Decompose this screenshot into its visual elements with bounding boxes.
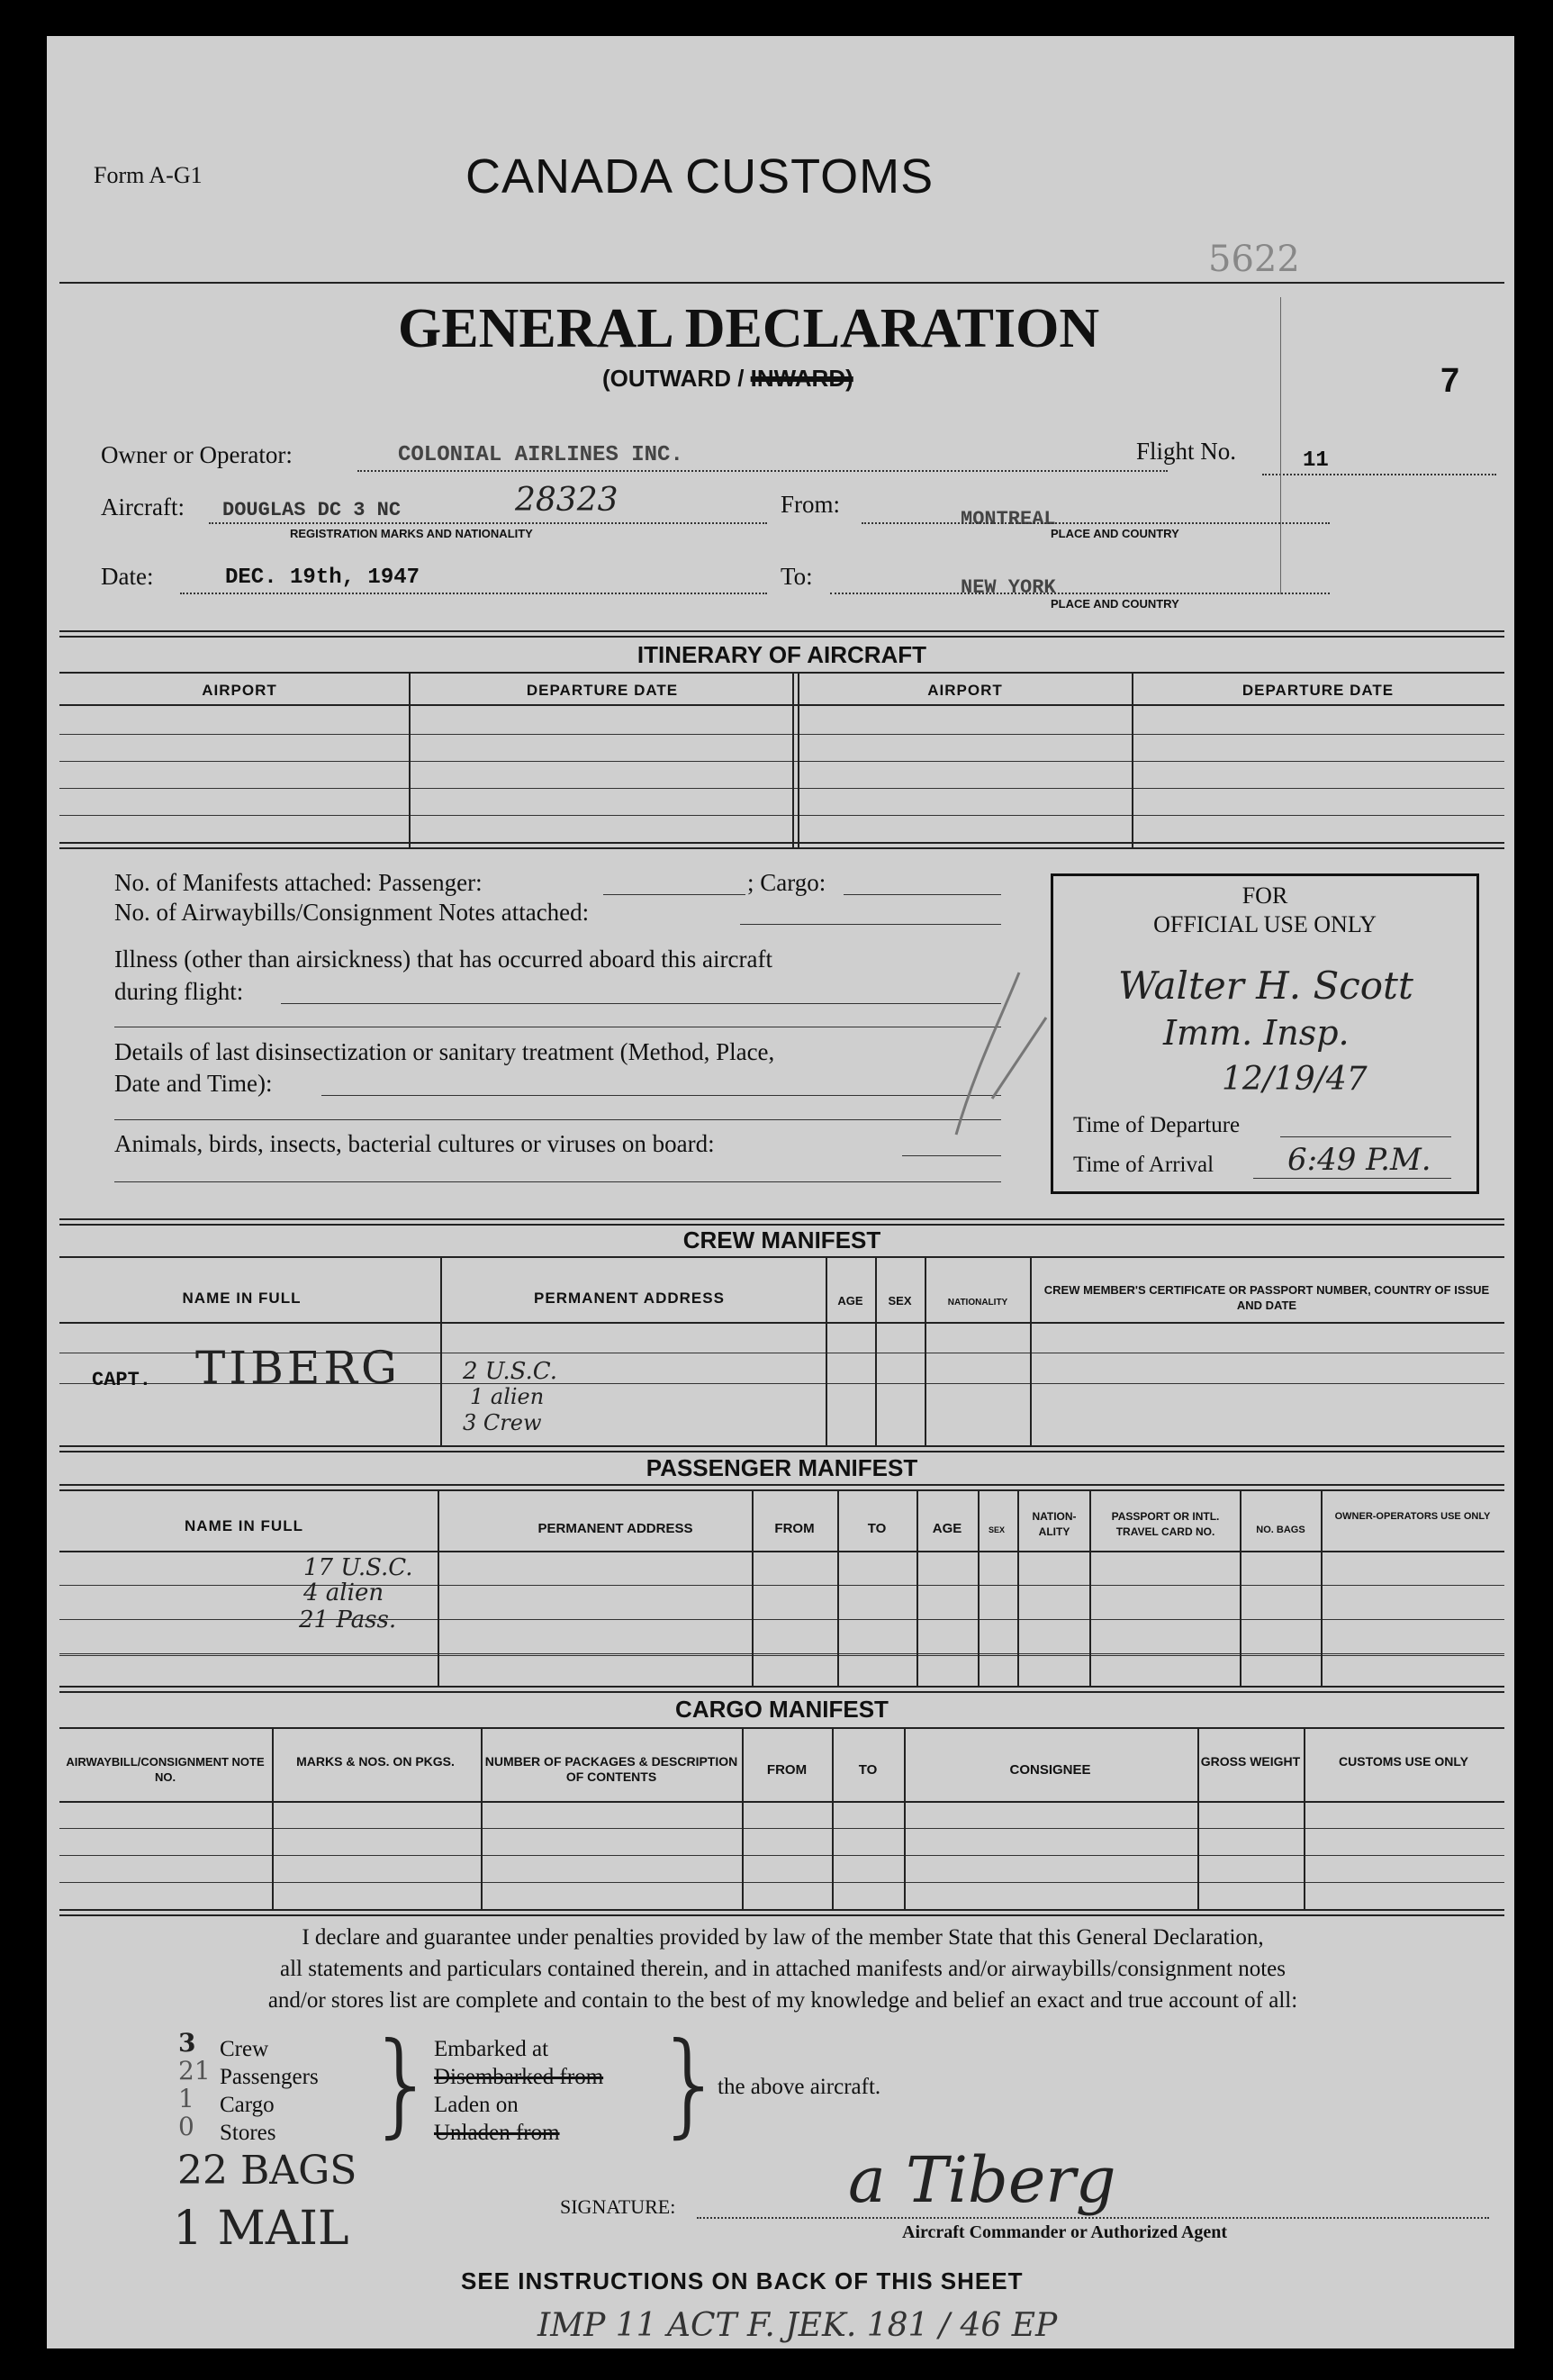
count-crew: 3 [178, 2028, 196, 2058]
date-value: DEC. 19th, 1947 [225, 566, 420, 590]
to-value: NEW YORK [961, 576, 1056, 599]
action-list [434, 2035, 603, 2147]
aircraft-suffix: the above aircraft. [718, 2075, 881, 2099]
officer-name: Walter H. Scott [1118, 964, 1413, 1008]
itinerary-col-departure-2: DEPARTURE DATE [1241, 682, 1395, 699]
brace-right: } [655, 2019, 727, 2149]
animals-label: Animals, birds, insects, bacterial cultures or viruses on board: [114, 1130, 715, 1157]
airwaybills-label: No. of Airwaybills/Consignment Notes attached: [114, 899, 590, 926]
category-counts [178, 2029, 211, 2140]
passenger-manifest-title: PASSENGER MANIFEST [646, 1454, 918, 1481]
disinsect-line-2: Date and Time): [114, 1070, 273, 1097]
from-label: From: [781, 491, 841, 518]
itinerary-title: ITINERARY OF AIRCRAFT [637, 641, 927, 668]
bags-note: 22 BAGS [177, 2148, 357, 2194]
agency-title: CANADA CUSTOMS [465, 149, 935, 204]
illness-line-2: during flight: [114, 978, 244, 1005]
crew-note-2: 1 alien [470, 1384, 545, 1409]
official-use-line-1: FOR [1241, 882, 1288, 909]
footer-note: IMP 11 ACT F. JEK. 181 / 46 EP [537, 2307, 1058, 2344]
date-label: Date: [101, 563, 154, 590]
owner-label: Owner or Operator: [101, 441, 293, 468]
mail-note: 1 MAIL [173, 2202, 349, 2256]
direction-label: (OUTWARD / INWARD) [602, 365, 853, 392]
category-passengers: Passengers [220, 2065, 319, 2089]
pax-col-age: AGE [932, 1521, 962, 1536]
aircraft-value: DOUGLAS DC 3 NC [222, 499, 402, 521]
cargo-col-customs: CUSTOMS USE ONLY [1339, 1754, 1468, 1769]
pax-note-1: 17 U.S.C. [303, 1554, 413, 1581]
owner-value: COLONIAL AIRLINES INC. [398, 443, 683, 467]
captain-prefix: CAPT. [92, 1369, 152, 1391]
registration-caption: REGISTRATION MARKS AND NATIONALITY [290, 527, 533, 540]
crew-col-nationality: NATIONALITY [947, 1298, 1008, 1308]
crew-col-sex: SEX [888, 1294, 912, 1308]
action-unladen: Unladen from [434, 2121, 560, 2145]
brace-left: } [366, 2019, 438, 2149]
disinsect-line-1: Details of last disinsectization or sanitary treatment (Method, Place, [114, 1038, 775, 1065]
pax-col-bags: NO. BAGS [1256, 1525, 1305, 1535]
itinerary-col-departure-1: DEPARTURE DATE [526, 682, 679, 699]
action-laden: Laden on [434, 2093, 519, 2117]
count-passengers: 21 [178, 2056, 211, 2086]
from-caption: PLACE AND COUNTRY [1051, 527, 1179, 540]
crew-col-age: AGE [837, 1294, 863, 1308]
category-cargo: Cargo [220, 2093, 275, 2117]
to-label: To: [781, 563, 813, 590]
category-list [220, 2035, 319, 2147]
action-embarked: Embarked at [434, 2037, 549, 2061]
cargo-col-from: FROM [766, 1762, 808, 1778]
officer-date: 12/19/47 [1222, 1061, 1368, 1098]
from-value: MONTREAL [961, 508, 1056, 530]
declaration-line-3: and/or stores list are complete and contain to the best of my knowledge and belief an exact and true account of all: [267, 1988, 1298, 2013]
pax-col-from: FROM [774, 1521, 815, 1536]
cargo-col-consignee: CONSIGNEE [1009, 1762, 1091, 1778]
cargo-label: ; Cargo: [747, 869, 826, 896]
flight-no-value: 11 [1303, 448, 1329, 473]
corner-number: 7 [1440, 362, 1460, 400]
official-scribble [938, 964, 1055, 1144]
instructions-note: SEE INSTRUCTIONS ON BACK OF THIS SHEET [461, 2267, 1024, 2294]
itinerary-col-airport-2: AIRPORT [927, 682, 1003, 699]
pax-note-3: 21 Pass. [299, 1606, 397, 1633]
signature-value: a Tiberg [848, 2143, 1116, 2217]
crew-col-name: NAME IN FULL [182, 1290, 302, 1307]
pax-col-owner-use: OWNER-OPERATORS USE ONLY [1334, 1511, 1491, 1522]
pax-col-sex: SEX [988, 1525, 1005, 1534]
to-caption: PLACE AND COUNTRY [1051, 597, 1179, 611]
cargo-col-marks: MARKS & NOS. ON PKGS. [296, 1754, 455, 1769]
crew-note-1: 2 U.S.C. [463, 1358, 557, 1385]
form-number: Form A-G1 [94, 162, 203, 188]
declaration-line-2: all statements and particulars contained therein, and in attached manifests and/or airwaybills/consignment notes [279, 1957, 1287, 1981]
pax-note-2: 4 alien [303, 1579, 384, 1606]
cargo-col-to: TO [858, 1762, 878, 1778]
crew-col-address: PERMANENT ADDRESS [534, 1290, 725, 1307]
crew-note-3: 3 Crew [463, 1410, 542, 1435]
officer-title: Imm. Insp. [1163, 1013, 1350, 1053]
count-cargo: 1 [178, 2084, 194, 2113]
arrival-label: Time of Arrival [1073, 1153, 1214, 1177]
category-crew: Crew [220, 2037, 269, 2061]
flight-no-label: Flight No. [1136, 438, 1237, 465]
itinerary-col-airport-1: AIRPORT [202, 682, 277, 699]
signature-label: SIGNATURE: [560, 2195, 676, 2218]
manifests-label: No. of Manifests attached: Passenger: [114, 869, 483, 896]
signature-caption: Aircraft Commander or Authorized Agent [902, 2222, 1228, 2242]
cargo-col-airwaybill: AIRWAYBILL/CONSIGNMENT NOTE NO. [66, 1755, 265, 1784]
page-title: GENERAL DECLARATION [398, 298, 1100, 359]
cargo-col-packages: NUMBER OF PACKAGES & DESCRIPTION OF CONTENTS [484, 1754, 738, 1784]
aircraft-label: Aircraft: [101, 493, 185, 520]
crew-manifest-title: CREW MANIFEST [682, 1226, 881, 1253]
departure-label: Time of Departure [1073, 1113, 1241, 1137]
cargo-manifest-title: CARGO MANIFEST [675, 1696, 889, 1723]
official-use-line-2: OFFICIAL USE ONLY [1153, 911, 1377, 937]
aircraft-handwritten: 28323 [515, 482, 618, 519]
crew-col-certificate: CREW MEMBER'S CERTIFICATE OR PASSPORT NUMBER, COUNTRY OF ISSUE AND DATE [1043, 1283, 1490, 1312]
pax-col-nationality: NATION-ALITY [1032, 1510, 1077, 1538]
captain-name: TIBERG [195, 1342, 401, 1394]
count-stores: 0 [178, 2112, 194, 2141]
stamp-number: 5622 [1208, 239, 1300, 280]
pax-col-to: TO [867, 1521, 887, 1536]
illness-line-1: Illness (other than airsickness) that has occurred aboard this aircraft [114, 946, 772, 973]
pax-col-address: PERMANENT ADDRESS [537, 1521, 693, 1536]
arrival-value: 6:49 P.M. [1287, 1142, 1431, 1178]
category-stores: Stores [220, 2121, 276, 2145]
declaration-form [47, 36, 1514, 2348]
cargo-col-weight: GROSS WEIGHT [1200, 1754, 1301, 1769]
action-disembarked: Disembarked from [434, 2065, 604, 2089]
declaration-line-1: I declare and guarantee under penalties provided by law of the member State that this General Declaration, [302, 1925, 1264, 1950]
pax-col-name: NAME IN FULL [185, 1517, 303, 1534]
pax-col-passport: PASSPORT OR INTL. TRAVEL CARD NO. [1111, 1510, 1220, 1538]
